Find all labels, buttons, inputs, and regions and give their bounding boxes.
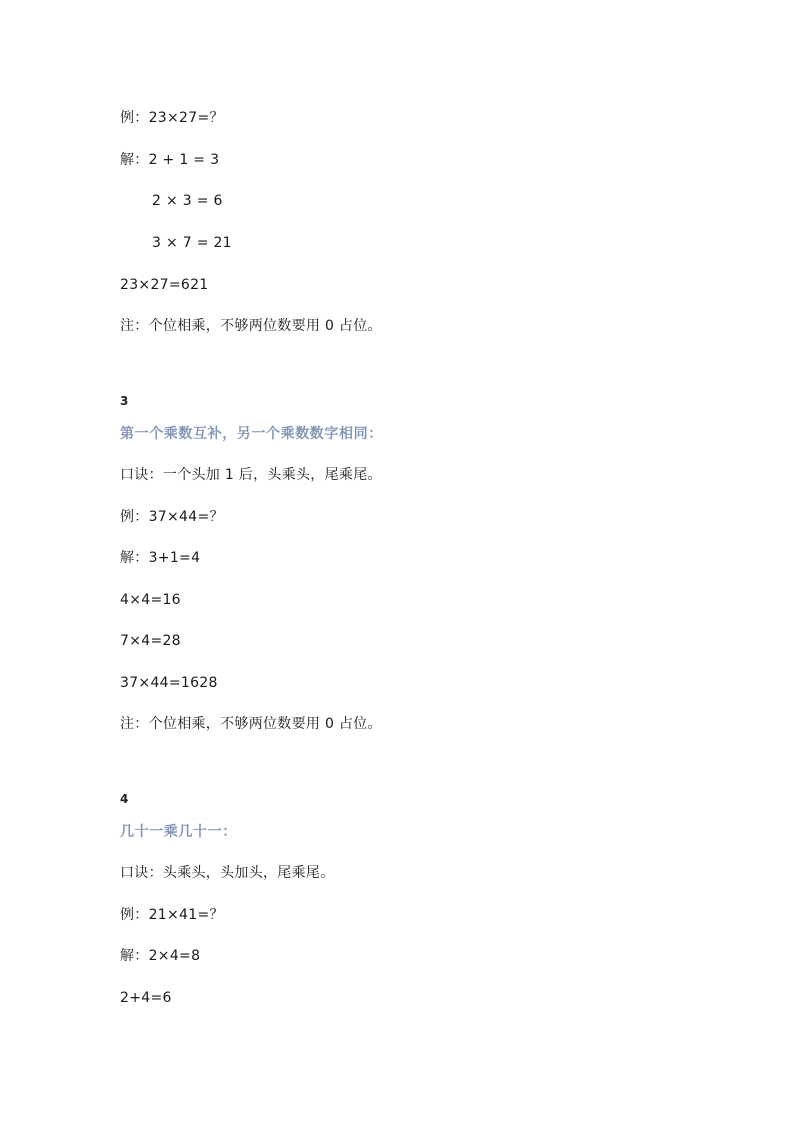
example-line: 例：23×27=？ xyxy=(120,110,224,126)
solution-line: 解：2 + 1 = 3 xyxy=(120,152,220,168)
note-line: 注：个位相乘，不够两位数要用 0 占位。 xyxy=(120,716,382,732)
example-line: 例：37×44=？ xyxy=(120,509,224,525)
rhyme-line: 口诀：头乘头，头加头，尾乘尾。 xyxy=(120,865,335,881)
section-number: 4 xyxy=(120,792,129,806)
solution-line: 解：2×4=8 xyxy=(120,948,201,964)
rhyme-line: 口诀：一个头加 1 后，头乘头，尾乘尾。 xyxy=(120,467,382,483)
solution-line: 解：3+1=4 xyxy=(120,550,201,566)
result-line: 23×27=621 xyxy=(120,277,209,293)
example-line: 例：21×41=？ xyxy=(120,907,224,923)
solution-step: 2 × 3 = 6 xyxy=(152,193,223,209)
solution-step: 3 × 7 = 21 xyxy=(152,235,232,251)
solution-step: 7×4=28 xyxy=(120,633,181,649)
section-number: 3 xyxy=(120,394,129,408)
solution-step: 2+4=6 xyxy=(120,990,172,1006)
note-line: 注：个位相乘，不够两位数要用 0 占位。 xyxy=(120,318,382,334)
section-title: 第一个乘数互补，另一个乘数数字相同： xyxy=(120,426,383,442)
result-line: 37×44=1628 xyxy=(120,675,218,691)
solution-step: 4×4=16 xyxy=(120,592,181,608)
section-title: 几十一乘几十一： xyxy=(120,824,237,840)
